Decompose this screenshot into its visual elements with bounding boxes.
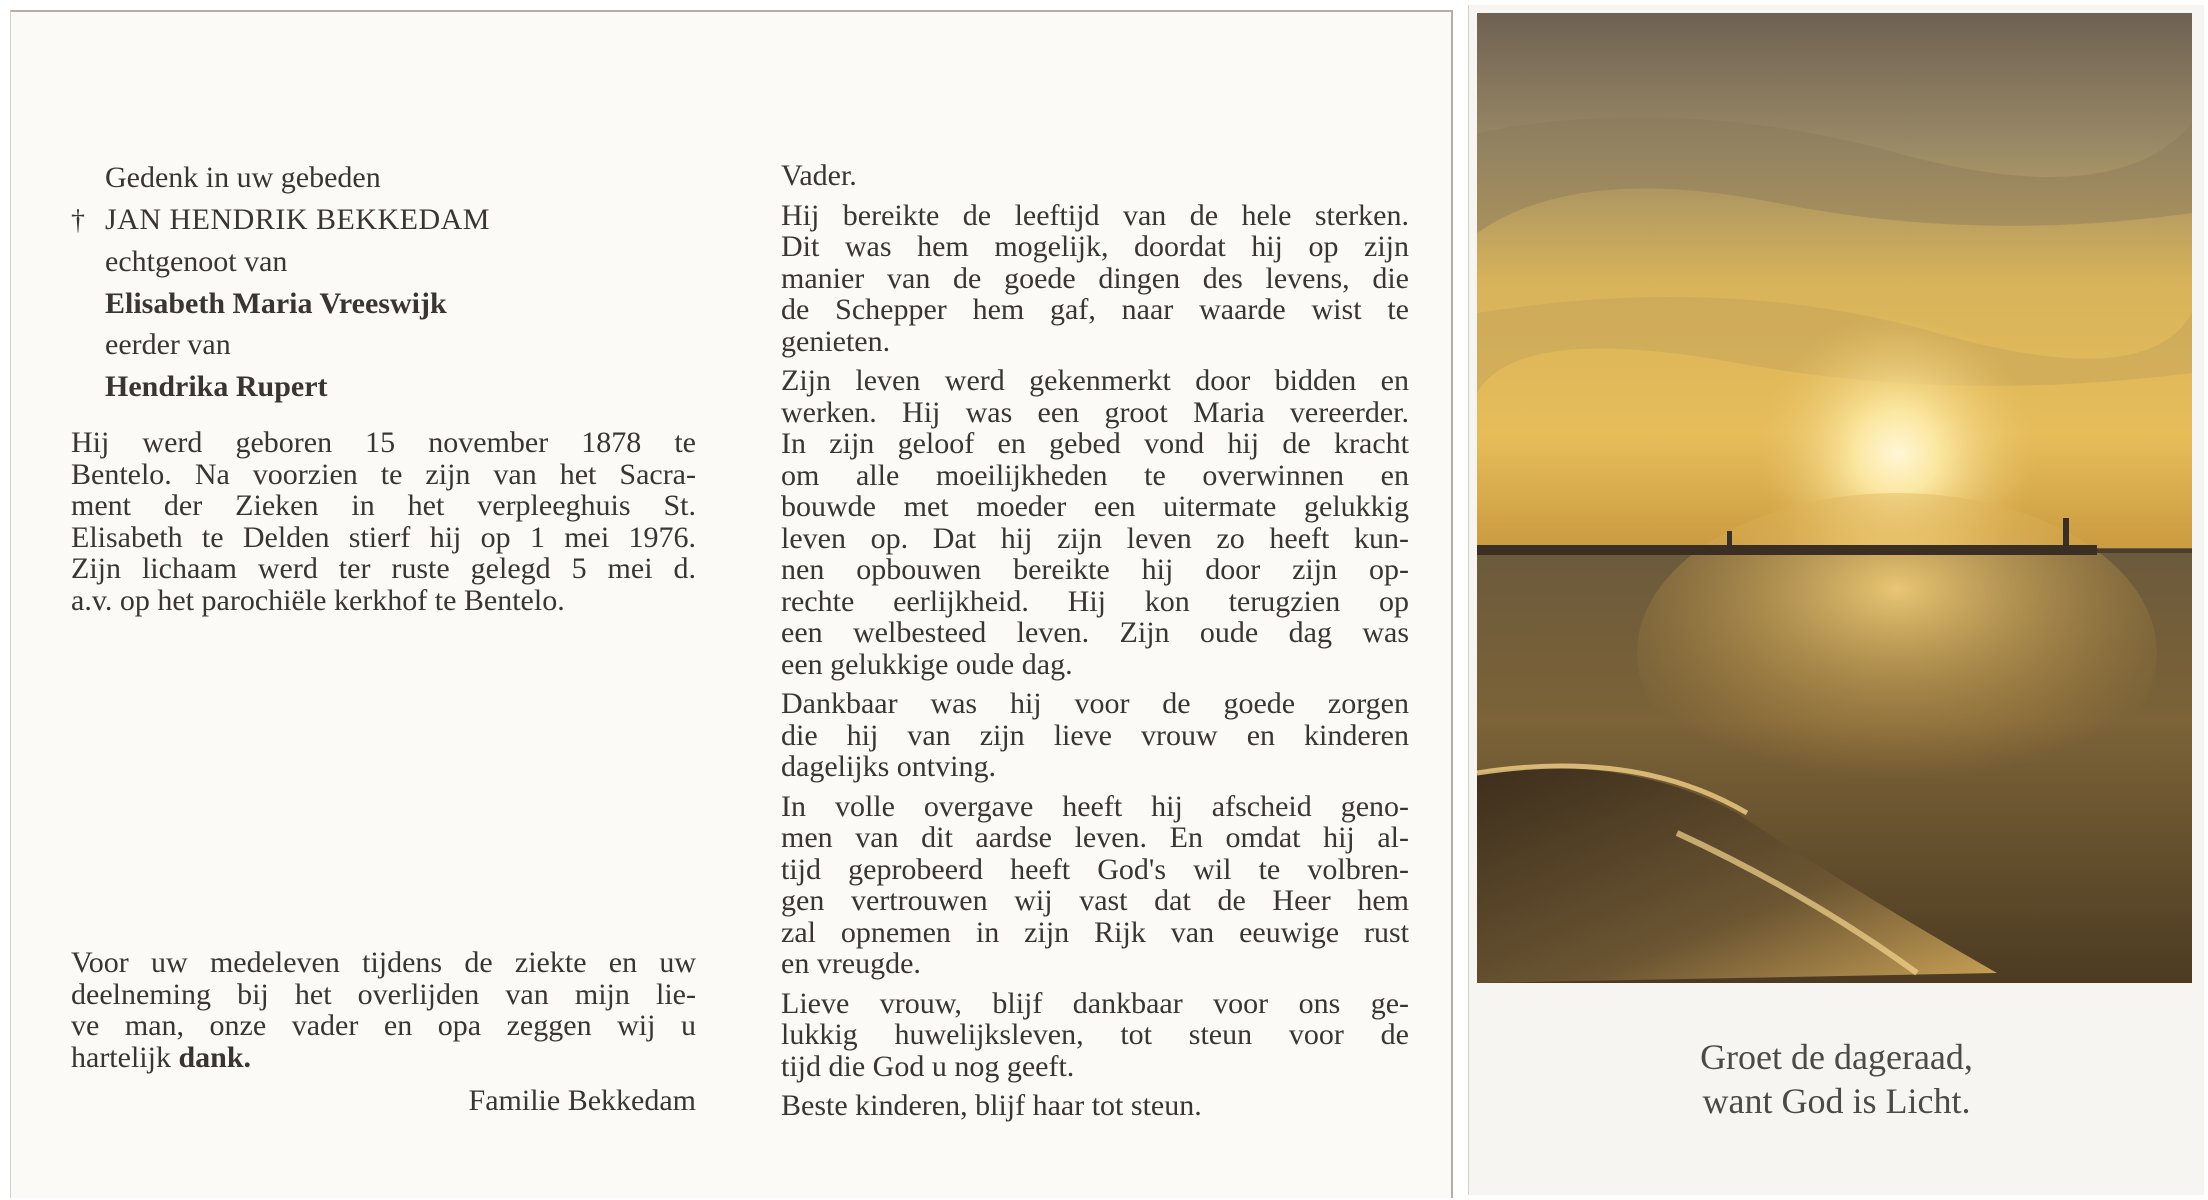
spouse-name: Elisabeth Maria Vreeswijk	[105, 286, 447, 320]
caption-line-1: Groet de dageraad,	[1700, 1037, 1973, 1077]
spouse-label: echtgenoot van	[105, 245, 288, 278]
eulogy-line: werken. Hij was een groot Maria vereerder.	[781, 395, 1409, 429]
cross-icon: †	[71, 204, 85, 236]
card-inside	[10, 10, 1453, 1198]
biography-line: Hij werd geboren 15 november 1878 te	[71, 426, 696, 459]
eulogy-column	[781, 160, 1409, 1130]
eulogy-line: genieten.	[781, 324, 891, 358]
eulogy-line: lukkig huwelijksleven, tot steun voor de	[781, 1018, 1409, 1051]
caption	[1469, 1035, 2204, 1123]
eulogy-line: bouwde met moeder een uitermate gelukkig	[781, 490, 1409, 523]
previous-spouse-name: Hendrika Rupert	[105, 369, 328, 403]
biography	[71, 427, 696, 616]
eulogy-line: rechte eerlijkheid. Hij kon terugzien op	[781, 584, 1409, 618]
deceased-row	[71, 204, 696, 237]
eulogy-line: In zijn geloof en gebed vond hij de kracht	[781, 427, 1409, 460]
thanks-prefix: hartelijk	[71, 1040, 171, 1074]
eulogy-line: Zijn leven werd gekenmerkt door bidden en	[781, 364, 1409, 397]
thanks-line: deelneming bij het overlijden van mijn lie-	[71, 977, 696, 1011]
biography-line: Zijn lichaam werd ter ruste gelegd 5 mei d.	[71, 552, 696, 585]
eulogy-line: manier van de goede dingen des levens, die	[781, 261, 1409, 295]
eulogy-line: een welbesteed leven. Zijn oude dag was	[781, 616, 1409, 649]
eulogy-line: men van dit aardse leven. En omdat hij al-	[781, 821, 1409, 854]
eulogy-line: tijd die God u nog geeft.	[781, 1049, 1075, 1083]
sunset-sea-illustration	[1477, 13, 2192, 983]
thanks-word: dank.	[178, 1040, 252, 1074]
deceased-name: JAN HENDRIK BEKKEDAM	[105, 202, 490, 236]
eulogy-line: om alle moeilijkheden te overwinnen en	[781, 458, 1409, 492]
eulogy-line: In volle overgave heeft hij afscheid geno-	[781, 789, 1409, 823]
eulogy-line: leven op. Dat hij zijn leven zo heeft kun-	[781, 521, 1409, 555]
eulogy-line: zal opnemen in zijn Rijk van eeuwige rust	[781, 915, 1409, 949]
eulogy-line: Dankbaar was hij voor de goede zorgen	[781, 687, 1409, 720]
remember-line: Gedenk in uw gebeden	[105, 161, 381, 194]
biography-line: ment der Zieken in het verpleeghuis St.	[71, 489, 696, 522]
eulogy-line: dagelijks ontving.	[781, 750, 996, 783]
eulogy-line: en vreugde.	[781, 947, 921, 980]
biography-line: a.v. op het parochiële kerkhof te Bentelo.	[71, 583, 565, 617]
eulogy-line: tijd geprobeerd heeft God's wil te volbren-	[781, 852, 1409, 886]
card-front	[1468, 5, 2204, 1195]
eulogy-paragraph	[781, 988, 1409, 1083]
sunset-sea-photo	[1477, 13, 2192, 983]
previous-label: eerder van	[105, 328, 231, 361]
eulogy-line: de Schepper hem gaf, naar waarde wist te	[781, 293, 1409, 326]
eulogy-paragraph	[781, 365, 1409, 680]
eulogy-paragraph	[781, 160, 1409, 192]
eulogy-line: een gelukkige oude dag.	[781, 647, 1073, 681]
thanks-block	[71, 947, 696, 1117]
eulogy-line: nen opbouwen bereikte hij door zijn op-	[781, 553, 1409, 586]
eulogy-paragraph	[781, 200, 1409, 358]
thanks-line: Voor uw medeleven tijdens de ziekte en uw	[71, 946, 696, 979]
thanks-line-last	[71, 1042, 696, 1074]
eulogy-line: gen vertrouwen wij vast dat de Heer hem	[781, 884, 1409, 917]
eulogy-line: Beste kinderen, blijf haar tot steun.	[781, 1089, 1202, 1122]
biography-line: Elisabeth te Delden stierf hij op 1 mei 1976.	[71, 520, 696, 554]
eulogy-paragraph	[781, 791, 1409, 980]
eulogy-line: Dit was hem mogelijk, doordat hij op zijn	[781, 230, 1409, 263]
biography-line: Bentelo. Na voorzien te zijn van het Sacra-	[71, 457, 696, 491]
card-fold	[733, 12, 734, 1198]
eulogy-line: Lieve vrouw, blijf dankbaar voor ons ge-	[781, 986, 1409, 1020]
eulogy-line: Vader.	[781, 159, 857, 192]
thanks-line: ve man, onze vader en opa zeggen wij u	[71, 1009, 696, 1042]
eulogy-paragraph	[781, 688, 1409, 783]
eulogy-paragraph	[781, 1090, 1409, 1122]
eulogy-line: die hij van zijn lieve vrouw en kinderen	[781, 718, 1409, 752]
eulogy-line: Hij bereikte de leeftijd van de hele sterken.	[781, 198, 1409, 232]
caption-line-2: want God is Licht.	[1702, 1081, 1971, 1121]
family-signature: Familie Bekkedam	[468, 1084, 696, 1117]
left-column	[71, 162, 696, 616]
